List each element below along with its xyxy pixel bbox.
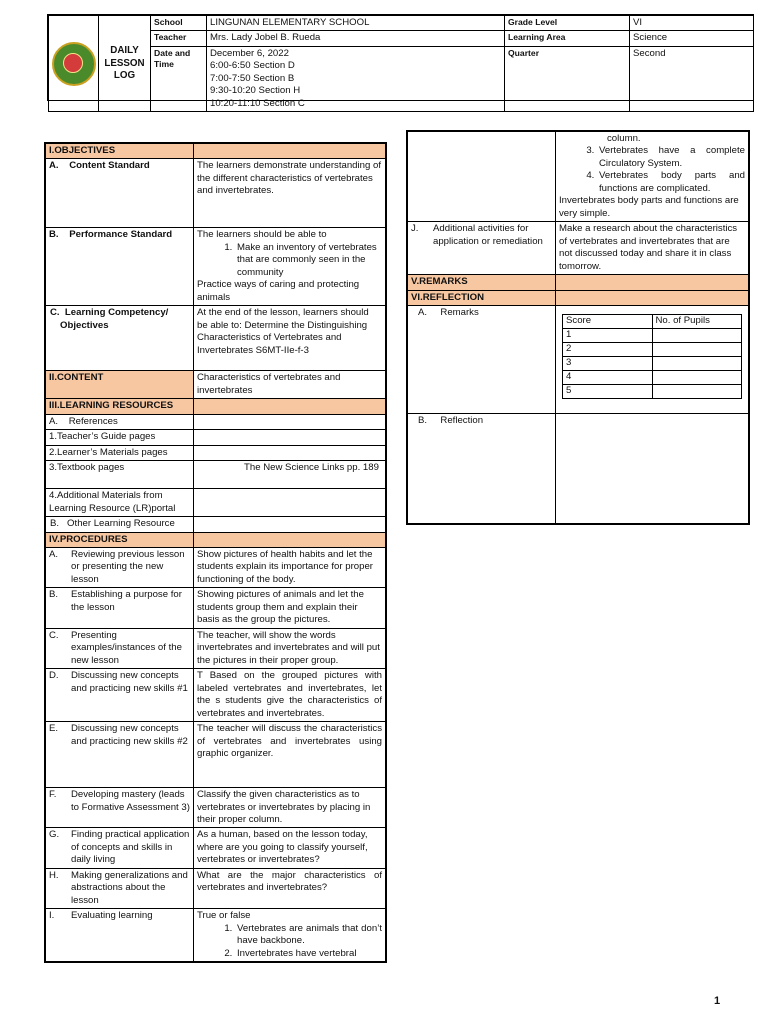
procedure-row [46,722,386,788]
procedure-row [46,628,386,668]
score-row: 5 [563,385,742,399]
procedure-label-cell: C. Presenting examples/instances of the new lesson [46,628,194,668]
procedures-heading-fill [194,532,386,547]
procedure-row [46,588,386,628]
evaluation-cell: True or false 1. Vertebrates are animals that don’t have backbone. 2. Invertebrates have vertebral [194,909,386,962]
score-row: 4 [563,371,742,385]
eval-item: 2. Invertebrates have vertebral [235,948,382,960]
competency-text: At the end of the lesson, learners should be able to: Determine the Distinguishing Characteristics of Vertebrates and Invertebrates S6MT-IIe-f-3 [194,306,386,371]
resources-heading-fill [194,399,386,414]
quarter-label: Quarter [505,46,630,111]
procedure-row [46,868,386,908]
quarter-value: Second [630,46,754,111]
lm-pages-label: 2.Learner’s Materials pages [46,445,194,460]
cont-item: 3. Vertebrates have a complete Circulatory System. [597,145,745,170]
area-label: Learning Area [505,31,630,46]
resources-heading: III.LEARNING RESOURCES [46,399,194,414]
school-seal-icon [52,42,96,86]
score-row: 1 [563,329,742,343]
procedures-heading: IV.PROCEDURES [46,532,194,547]
eval-item: 1. Vertebrates are animals that don’t have backbone. [235,923,382,948]
pupils-header: No. of Pupils [652,315,742,329]
procedure-text: The teacher, will show the words invertebrates and invertebrates and will put the pictures in their proper group. [194,628,386,668]
procedure-row [46,788,386,828]
performance-item: 1. Make an inventory of vertebrates that are commonly seen in the community [235,242,382,279]
reflection-cell [556,414,749,524]
reflection-label: B. Reflection [408,414,556,524]
procedure-label-cell: E. Discussing new concepts and practicing new skills #2 [46,722,194,788]
procedure-label-cell: D. Discussing new concepts and practicing new skills #1 [46,669,194,722]
procedure-row [46,669,386,722]
additional-activities-text: Make a research about the characteristics of vertebrates and invertebrates that are not discussed today and share it in class tomorrow. [556,222,749,275]
procedure-row [46,547,386,587]
cont-item: 4. Vertebrates body parts and functions are complicated. [597,170,745,195]
performance-standard-cell: The learners should be able to 1. Make an inventory of vertebrates that are commonly seen in the community Practice ways of caring and protecting animals [194,228,386,306]
left-lesson-table [44,142,387,963]
content-standard-label: A. Content Standard [46,159,194,228]
score-header: Score [563,315,653,329]
remarks-heading: V.REMARKS [408,275,556,290]
teacher-value: Mrs. Lady Jobel B. Rueda [207,31,505,46]
procedure-label-cell: H. Making generalizations and abstractions about the lesson [46,868,194,908]
procedure-label-cell: F. Developing mastery (leads to Formative Assessment 3) [46,788,194,828]
objectives-heading-fill [194,144,386,159]
content-standard-text: The learners demonstrate understanding of the different characteristics of vertebrates and invertebrates. [194,159,386,228]
procedure-label-cell: I. Evaluating learning [46,909,194,962]
school-value: LINGUNAN ELEMENTARY SCHOOL [207,16,505,31]
procedure-text: What are the major characteristics of vertebrates and invertebrates? [194,868,386,908]
procedure-label-cell: G. Finding practical application of concepts and skills in daily living [46,828,194,868]
page-number: 1 [714,995,721,1007]
area-value: Science [630,31,754,46]
header-table [47,14,754,109]
school-label: School [151,16,207,31]
competency-label: C. Learning Competency/ Objectives [46,306,194,371]
procedure-text: Showing pictures of animals and let the students group them and explain their basis as the group the pictures. [194,588,386,628]
performance-standard-label: B. Performance Standard [46,228,194,306]
procedure-row [46,909,386,962]
score-table-cell [556,306,749,414]
procedure-row [46,828,386,868]
tg-pages-label: 1.Teacher’s Guide pages [46,430,194,445]
procedure-text: Show pictures of health habits and let the students explain its importance for proper functioning of the body. [194,547,386,587]
date-values: December 6, 2022 6:00-6:50 Section D 7:00-7:50 Section B 9:30-10:20 Section H 10:20-11:10 Section C [207,46,505,111]
procedure-text: Classify the given characteristics as to vertebrates or invertebrates by placing in their proper column. [194,788,386,828]
continuation-cell: column. 3. Vertebrates have a complete Circulatory System. 4. Vertebrates body parts and functions are complicated. Invertebrates body parts and functions are very simple. [556,132,749,222]
continuation-label-cell [408,132,556,222]
textbook-pages-label: 3.Textbook pages [46,461,194,489]
objectives-heading: I.OBJECTIVES [46,144,194,159]
references-label: A. References [46,414,194,429]
content-heading: II.CONTENT [46,371,194,399]
remarks-heading-fill [556,275,749,290]
procedure-label-cell: A. Reviewing previous lesson or presenting the new lesson [46,547,194,587]
procedure-text: As a human, based on the lesson today, where are you going to classify yourself, vertebrates or invertebrates? [194,828,386,868]
textbook-pages-value: The New Science Links pp. 189 [194,461,386,489]
additional-materials-label: 4.Additional Materials from Learning Resource (LR)portal [46,489,194,517]
reflection-heading-fill [556,290,749,305]
procedure-text: T Based on the grouped pictures with labeled vertebrates and invertebrates, let the s students give the characteristics of vertebrates and invertebrates. [194,669,386,722]
j-label-cell: J. Additional activities for application or remediation [408,222,556,275]
other-resource-label: B. Other Learning Resource [46,517,194,532]
daily-lesson-log-title: DAILY LESSON LOG [99,16,151,112]
grade-label: Grade Level [505,16,630,31]
remarks-label: A. Remarks [408,306,556,414]
school-logo-cell [49,16,99,112]
score-row: 3 [563,357,742,371]
reflection-heading: VI.REFLECTION [408,290,556,305]
score-table [562,314,742,399]
date-label: Date and Time [151,46,207,111]
additional-activities-label: Additional activities for application or remediation [433,223,543,247]
grade-value: VI [630,16,754,31]
content-text: Characteristics of vertebrates and invertebrates [194,371,386,399]
procedure-label-cell: B. Establishing a purpose for the lesson [46,588,194,628]
score-row: 2 [563,343,742,357]
right-lesson-table [406,130,750,525]
procedure-text: The teacher will discuss the characteristics of vertebrates and invertebrates using graphic organizer. [194,722,386,788]
teacher-label: Teacher [151,31,207,46]
